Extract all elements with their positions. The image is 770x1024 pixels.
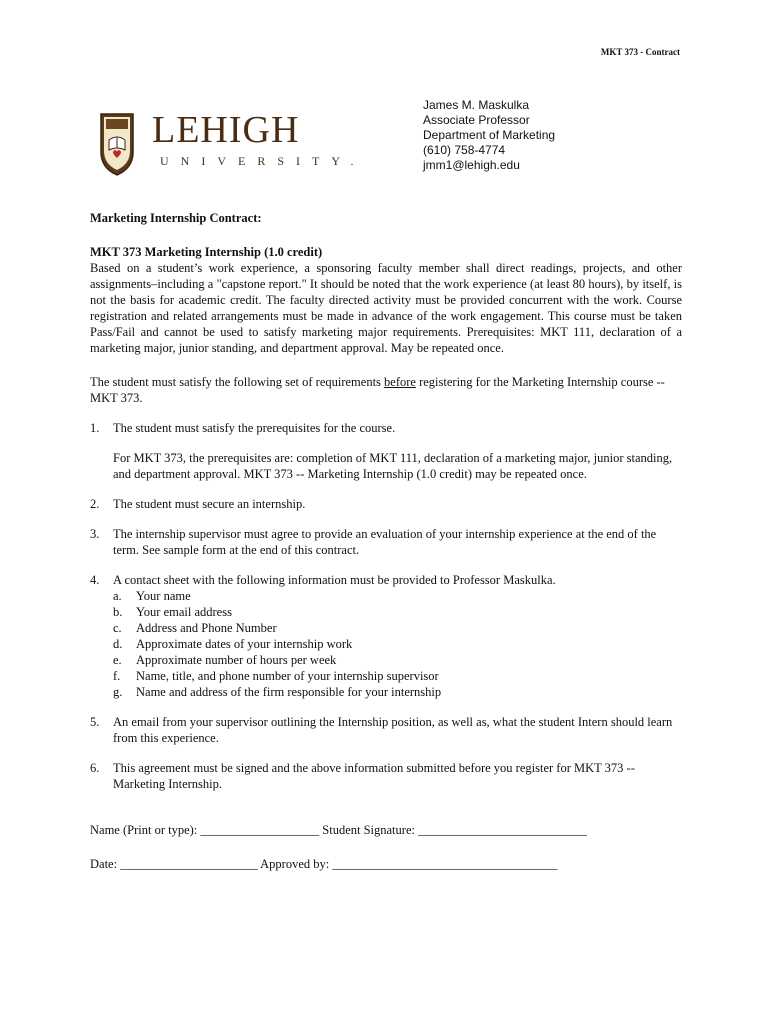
- requirement-item-3: [90, 526, 682, 558]
- shield-icon: [100, 112, 134, 176]
- list-text: Name and address of the firm responsible for your internship: [136, 685, 442, 699]
- requirement-item-6: [90, 760, 682, 792]
- contact-name: James M. Maskulka: [423, 98, 530, 112]
- requirements-emphasis: before: [384, 375, 416, 389]
- list-letter: b.: [113, 605, 123, 619]
- logo-subtitle: UNIVERSITY.: [160, 154, 366, 168]
- list-text: Your name: [136, 589, 191, 603]
- item-text: An email from your supervisor outlining the Internship position, as well as, what the student Intern should learn from this experience.: [113, 715, 673, 745]
- contact-department: Department of Marketing: [423, 128, 556, 142]
- list-text: Your email address: [136, 605, 232, 619]
- contact-title: Associate Professor: [423, 113, 530, 127]
- item-number: 2.: [90, 497, 100, 511]
- list-item: [90, 668, 682, 684]
- list-text: Approximate number of hours per week: [136, 653, 337, 667]
- logo-wordmark: LEHIGH: [152, 109, 300, 151]
- item-number: 4.: [90, 573, 100, 587]
- item-text: A contact sheet with the following information must be provided to Professor Maskulka.: [113, 573, 556, 587]
- course-title: MKT 373 Marketing Internship (1.0 credit): [90, 245, 323, 259]
- document-heading: Marketing Internship Contract:: [90, 211, 262, 225]
- list-item: [90, 604, 682, 620]
- list-letter: g.: [113, 685, 123, 699]
- item-text: The student must secure an internship.: [113, 497, 306, 511]
- requirement-item-2: [90, 496, 682, 512]
- requirement-item-4: [90, 572, 682, 588]
- signature-line-date[interactable]: Date: ______________________ Approved by: ____________________________________: [90, 857, 558, 871]
- list-letter: a.: [113, 589, 122, 603]
- item-text: The student must satisfy the prerequisites for the course.: [113, 421, 396, 435]
- requirements-text-end: registering for the Marketing Internship course -- MKT 373.: [90, 375, 665, 405]
- list-letter: c.: [113, 621, 122, 635]
- list-text: Name, title, and phone number of your internship supervisor: [136, 669, 439, 683]
- document-body: [90, 210, 682, 872]
- list-item: [90, 652, 682, 668]
- requirements-text-start: The student must satisfy the following set of requirements: [90, 375, 385, 389]
- list-letter: d.: [113, 637, 123, 651]
- prerequisites-note: For MKT 373, the prerequisites are: completion of MKT 111, declaration of a marketing major, junior standing, and department approval. MKT 373 -- Marketing Internship (1.0 credit) may be repeated once.: [113, 451, 673, 481]
- requirement-item-1: [90, 420, 682, 436]
- list-item: [90, 620, 682, 636]
- item-number: 1.: [90, 421, 100, 435]
- list-item: [90, 636, 682, 652]
- course-description: Based on a student’s work experience, a sponsoring faculty member shall direct readings, projects, and other assignments–including a "capstone report." It should be noted that the work experience (at least 80 hours), by itself, is not the basis for academic credit. The faculty directed activity must be provided concurrent with the work. Course registration and related arrangements must be made in advance of the work engagement. This course must be taken Pass/Fail and cannot be used to satisfy marketing major requirements. Prerequisites: MKT 111, declaration of a marketing major, junior standing, and department approval. May be repeated once.: [90, 261, 682, 355]
- list-letter: f.: [113, 669, 121, 683]
- lehigh-logo: [100, 109, 366, 180]
- list-item: [90, 588, 682, 604]
- contact-block: [423, 98, 555, 173]
- contact-phone: (610) 758-4774: [423, 143, 506, 157]
- list-letter: e.: [113, 653, 122, 667]
- contact-email: jmm1@lehigh.edu: [423, 158, 520, 172]
- item-text: This agreement must be signed and the above information submitted before you register for MKT 373 -- Marketing Internship.: [113, 761, 635, 791]
- contact-sheet-list: [90, 588, 682, 700]
- item-number: 6.: [90, 761, 100, 775]
- item-number: 5.: [90, 715, 100, 729]
- item-text: The internship supervisor must agree to provide an evaluation of your internship experience at the end of the term. See sample form at the end of this contract.: [113, 527, 657, 557]
- item-number: 3.: [90, 527, 100, 541]
- list-text: Approximate dates of your internship work: [136, 637, 353, 651]
- requirement-item-5: [90, 714, 682, 746]
- list-text: Address and Phone Number: [136, 621, 277, 635]
- signature-line-name[interactable]: Name (Print or type): ___________________ Student Signature: ___________________________: [90, 823, 587, 837]
- requirements-intro: [90, 374, 682, 406]
- page-header: MKT 373 - Contract: [600, 47, 680, 57]
- list-item: [90, 684, 682, 700]
